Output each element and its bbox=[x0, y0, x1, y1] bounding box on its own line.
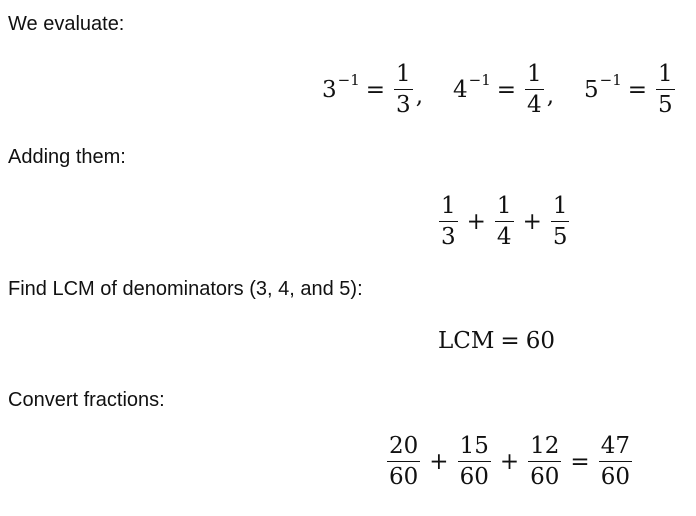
plus-sign: + bbox=[429, 448, 449, 475]
equals-sign: = bbox=[496, 76, 517, 103]
step-label-lcm: Find LCM of denominators (3, 4, and 5): bbox=[8, 278, 363, 300]
separator-comma: , bbox=[415, 82, 423, 109]
fraction-numerator: 47 bbox=[600, 433, 630, 459]
fraction bbox=[394, 60, 413, 119]
fraction bbox=[458, 432, 491, 491]
fraction-denominator: 5 bbox=[658, 92, 673, 118]
equals-sign: = bbox=[500, 328, 520, 354]
equation-lcm bbox=[438, 328, 555, 354]
fraction-bar bbox=[439, 221, 458, 222]
equals-sign: = bbox=[365, 76, 386, 103]
fraction-denominator: 3 bbox=[396, 92, 411, 118]
fraction-bar bbox=[387, 461, 420, 462]
fraction bbox=[387, 432, 420, 491]
fraction-denominator: 60 bbox=[389, 464, 419, 490]
fraction-numerator: 1 bbox=[496, 193, 512, 219]
fraction bbox=[439, 192, 458, 251]
fraction bbox=[551, 192, 570, 251]
fraction-bar bbox=[458, 461, 491, 462]
fraction-numerator: 1 bbox=[552, 193, 568, 219]
inverse-exponent: −1 bbox=[468, 70, 491, 89]
fraction-bar bbox=[551, 221, 570, 222]
fraction-denominator: 5 bbox=[552, 224, 568, 250]
fraction bbox=[656, 60, 675, 119]
step-label-evaluate: We evaluate: bbox=[8, 13, 125, 35]
step-label-convert: Convert fractions: bbox=[8, 389, 165, 411]
fraction-denominator: 60 bbox=[459, 464, 489, 490]
inverse-exponent: −1 bbox=[599, 70, 622, 89]
inverse-exponent: −1 bbox=[337, 70, 360, 89]
inverse-base: 3 bbox=[322, 76, 337, 103]
equals-sign: = bbox=[627, 76, 648, 103]
fraction-numerator: 1 bbox=[527, 61, 542, 87]
fraction bbox=[525, 60, 544, 119]
lcm-value: 60 bbox=[525, 328, 555, 354]
fraction-bar bbox=[599, 461, 632, 462]
fraction-bar bbox=[394, 89, 413, 90]
result-fraction bbox=[599, 432, 632, 491]
fraction-numerator: 1 bbox=[441, 193, 456, 219]
plus-sign: + bbox=[466, 208, 486, 235]
equation-inverses bbox=[322, 60, 678, 119]
fraction-denominator: 4 bbox=[527, 92, 542, 118]
fraction-denominator: 4 bbox=[496, 224, 512, 250]
fraction-numerator: 1 bbox=[396, 61, 411, 87]
fraction-bar bbox=[656, 89, 675, 90]
separator-comma: , bbox=[546, 82, 554, 109]
fraction-numerator: 12 bbox=[530, 433, 560, 459]
plus-sign: + bbox=[499, 448, 520, 475]
fraction-denominator: 60 bbox=[600, 464, 630, 490]
fraction-numerator: 1 bbox=[658, 61, 673, 87]
equals-sign: = bbox=[570, 448, 590, 475]
equation-convert bbox=[384, 432, 635, 491]
lcm-label: LCM bbox=[438, 328, 495, 354]
step-label-adding: Adding them: bbox=[8, 146, 126, 168]
inverse-base: 4 bbox=[453, 76, 468, 103]
inverse-base: 5 bbox=[584, 76, 599, 103]
fraction bbox=[528, 432, 561, 491]
fraction-denominator: 60 bbox=[530, 464, 560, 490]
equation-sum bbox=[436, 192, 572, 251]
fraction-bar bbox=[525, 89, 544, 90]
fraction-bar bbox=[528, 461, 561, 462]
fraction-numerator: 15 bbox=[459, 433, 489, 459]
plus-sign: + bbox=[522, 208, 542, 235]
fraction bbox=[495, 192, 514, 251]
fraction-numerator: 20 bbox=[389, 433, 419, 459]
fraction-bar bbox=[495, 221, 514, 222]
fraction-denominator: 3 bbox=[441, 224, 456, 250]
